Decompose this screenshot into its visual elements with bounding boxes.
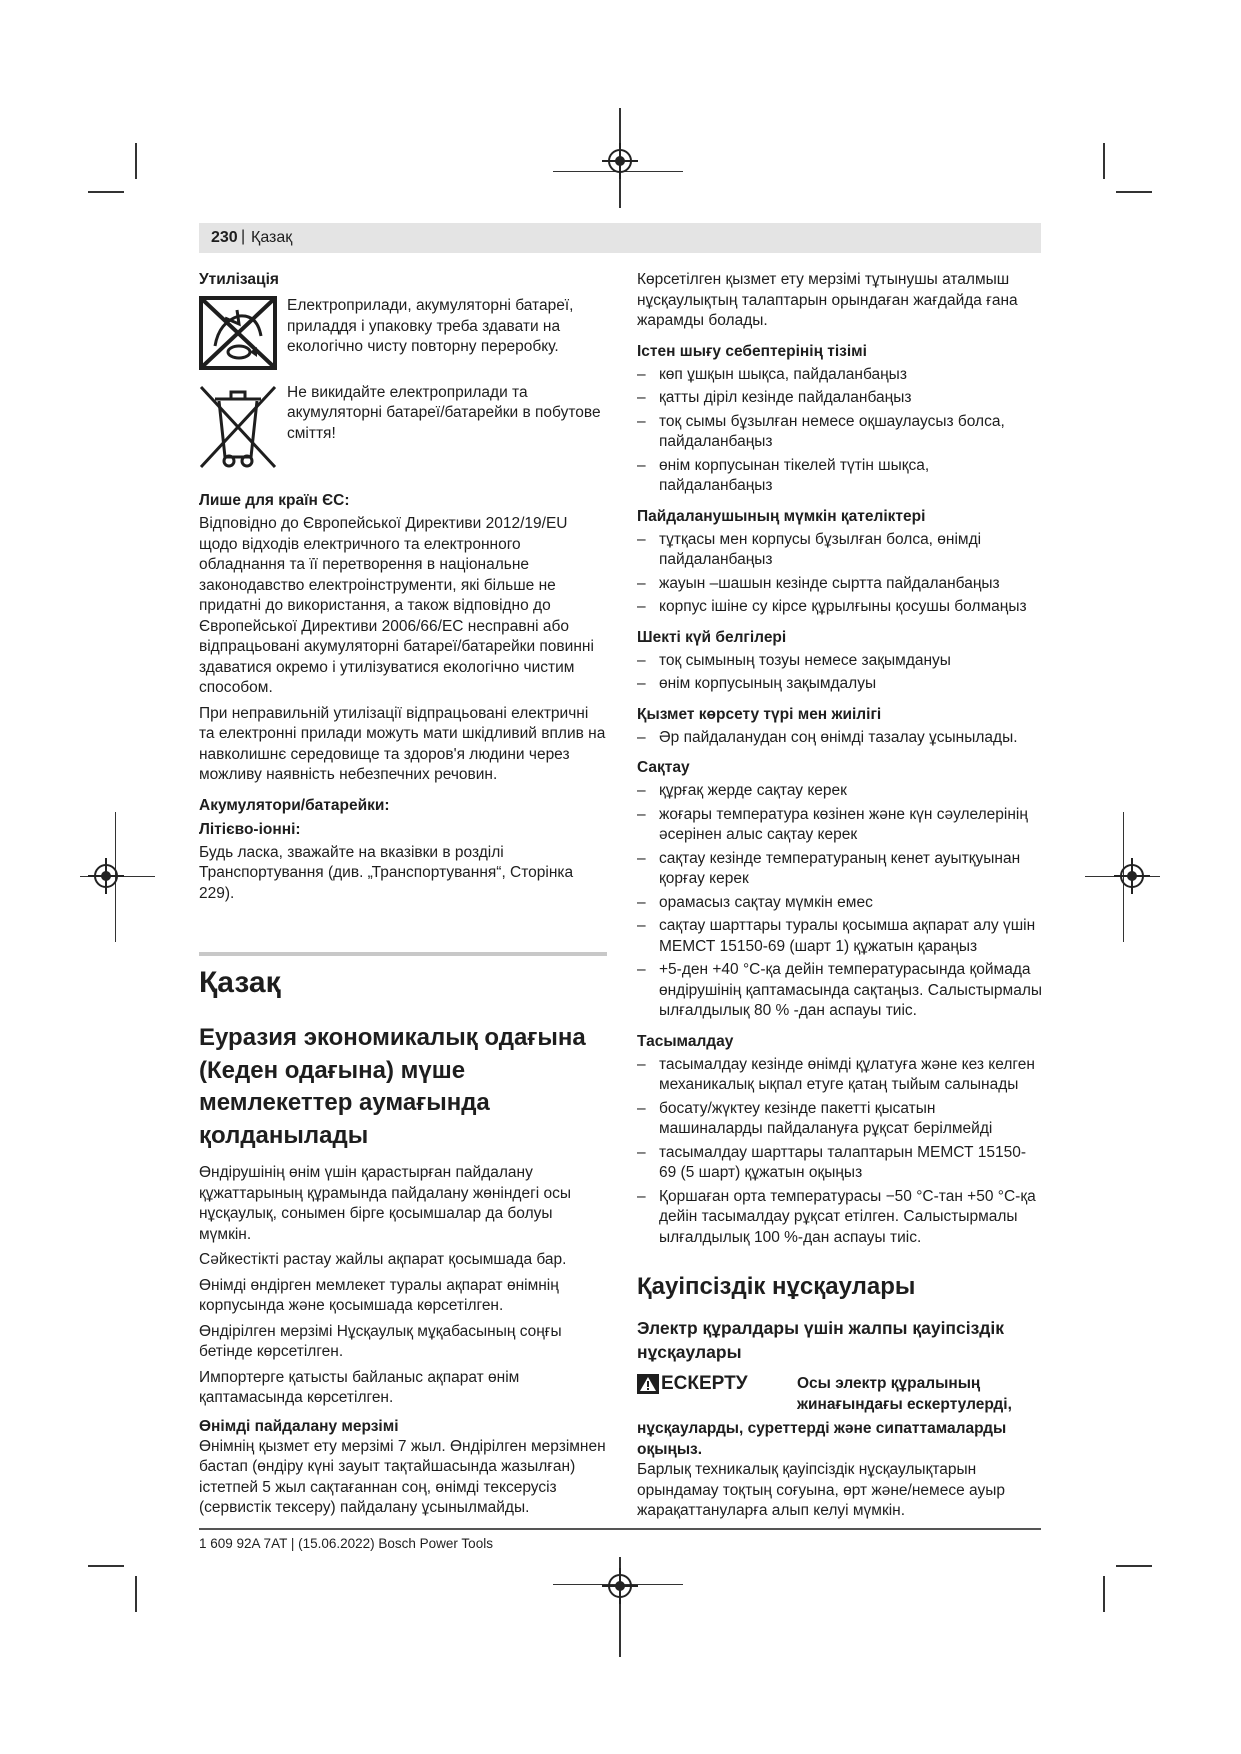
list-item: – тасымалдау шарттары талаптарын МЕМСТ 15150-69 (5 шарт) құжатын оқыңыз	[637, 1143, 1043, 1184]
right-column	[637, 270, 1043, 1527]
crossed-bin-icon	[199, 383, 279, 476]
safety-heading: Қауіпсіздік нұсқаулары	[637, 1273, 916, 1300]
eurasia-paragraph: Импортерге қатысты байланыс ақпарат өнім қаптамасында көрсетілген.	[199, 1368, 520, 1406]
disposal-item-text: Не викидайте електроприлади та акумуляторні батареї/батарейки в побутове сміття!	[287, 383, 601, 442]
section-heading: Тасымалдау	[637, 1032, 734, 1050]
registration-mark-icon	[94, 864, 118, 888]
warning-label: ЕСКЕРТУ	[661, 1373, 748, 1394]
header-separator: |	[241, 228, 246, 245]
registration-mark-icon	[608, 1574, 632, 1598]
crop-mark	[1116, 1565, 1152, 1567]
eurasia-paragraph: Өнімді өндірген мемлекет туралы ақпарат өнімнің корпусында және қосымшада көрсетілген.	[199, 1276, 559, 1314]
list-item: – көп ұшқын шықса, пайдаланбаңыз	[637, 365, 1043, 386]
lithium-heading: Літієво-іонні:	[199, 820, 301, 838]
bullet-list	[637, 728, 1043, 749]
bullet-list	[637, 530, 1043, 618]
crop-mark	[135, 1576, 137, 1612]
crop-mark	[1103, 1576, 1105, 1612]
list-item: – Қоршаған орта температурасы −50 °C-тан +50 °C-қа дейін тасымалдау рұқсат етілген. Салыстырмалы ылғалдылық 100 %-дан аспауы тиіс.	[637, 1187, 1043, 1249]
list-item: – қатты діріл кезінде пайдаланбаңыз	[637, 388, 1043, 409]
left-column-lower	[199, 1163, 607, 1524]
list-item: – сақтау кезінде температураның кенет ауытқуынан қорғау керек	[637, 849, 1043, 890]
bullet-list	[637, 781, 1043, 1022]
list-item: – орамасыз сақтау мүмкін емес	[637, 893, 1043, 914]
eurasia-heading: Еуразия экономикалық одағына (Кеден одағына) мүше мемлекеттер аумағында қолданылады	[199, 1024, 586, 1149]
crop-mark	[88, 191, 124, 193]
header-language: Қазақ	[251, 229, 293, 246]
section-divider	[199, 952, 607, 956]
safety-subheading: Электр құралдары үшін жалпы қауіпсіздік нұсқаулары	[637, 1318, 1005, 1362]
bullet-list	[637, 1055, 1043, 1249]
warning-badge	[637, 1374, 797, 1395]
bullet-list	[637, 365, 1043, 497]
eurasia-paragraph: Өндірілген мерзімі Нұсқаулық мұқабасының соңғы бетінде көрсетілген.	[199, 1322, 562, 1360]
eurasia-paragraph: Өндірушінің өнім үшін қарастырған пайдалану құжаттарының құрамында пайдалану жөніндегі осы нұсқаулық, сонымен бірге қосымшалар да болуы мүмкін.	[199, 1164, 571, 1243]
disposal-item	[199, 383, 607, 476]
crop-mark	[1116, 191, 1152, 193]
footer-rule	[199, 1528, 1041, 1530]
list-item: – өнім корпусының зақымдалуы	[637, 674, 1043, 695]
page-number: 230	[211, 229, 238, 246]
page-header	[199, 223, 1041, 253]
registration-mark-icon	[608, 149, 632, 173]
lifetime-heading: Өнімді пайдалану мерзімі	[199, 1417, 399, 1435]
list-item: – +5-ден +40 °C-қа дейін температурасында қоймада өндірушінің қаптамасында сақтаңыз. Салыстырмалы ылғалдылық 80 % -дан аспауы тиіс.	[637, 960, 1043, 1022]
crop-mark	[1103, 143, 1105, 179]
eu-heading: Лише для країн ЄС:	[199, 492, 350, 509]
disposal-item-text: Електроприлади, акумуляторні батареї, приладдя і упаковку треба здавати на екологічно чисту повторну переробку.	[287, 297, 574, 355]
eu-paragraph: Відповідно до Європейської Директиви 2012/19/EU щодо відходів електричного та електронного обладнання та її перетворення в національне законодавство електроінструменти, які більше не придатні до використання, а також відповідно до Європейської Директиви 2006/66/EC несправні або відпрацьовані акумуляторні батареї/батарейки повинні здаватися окремо і утилізуватися екологічно чистим способом.	[199, 515, 594, 696]
section-heading: Қызмет көрсету түрі мен жиілігі	[637, 705, 882, 723]
language-heading: Қазақ	[199, 966, 281, 999]
eurasia-paragraph: Сәйкестікті растау жайлы ақпарат қосымшада бар.	[199, 1251, 567, 1268]
battery-heading: Акумулятори/батарейки:	[199, 796, 390, 814]
disposal-heading: Утилізація	[199, 271, 279, 288]
section-heading: Шекті күй белгілері	[637, 628, 787, 646]
lithium-text: Будь ласка, зважайте на вказівки в розділі Транспортування (див. „Транспортування“, Сторінка 229).	[199, 843, 574, 902]
left-column	[199, 270, 607, 909]
list-item: – тоқ сымының тозуы немесе зақымдануы	[637, 651, 1043, 672]
list-item: – жауын –шашын кезінде сыртта пайдаланбаңыз	[637, 574, 1043, 595]
warning-triangle-icon	[637, 1374, 659, 1394]
crop-mark	[88, 1565, 124, 1567]
warning-text: Барлық техникалық қауіпсіздік нұсқаулықтарын орындамау тоқтың соғуына, өрт және/немесе ауыр жарақаттануларға алып келуі мүмкін.	[637, 1461, 1005, 1519]
section-heading: Істен шығу себептерінің тізімі	[637, 342, 867, 360]
recycle-crossed-icon	[199, 296, 279, 377]
lifetime-intro: Көрсетілген қызмет ету мерзімі тұтынушы аталмыш нұсқаулықтың талаптарын орындаған жағдайда ғана жарамды болады.	[637, 271, 1018, 329]
list-item: – жоғары температура көзінен және күн сәулелерінің әсерінен алыс сақтау керек	[637, 805, 1043, 846]
warning-block	[637, 1374, 1043, 1415]
list-item: – сақтау шарттары туралы қосымша ақпарат алу үшін МЕМСТ 15150-69 (шарт 1) құжатын қараңыз	[637, 916, 1043, 957]
section-heading: Сақтау	[637, 759, 690, 776]
footer-text: 1 609 92A 7AT | (15.06.2022) Bosch Power Tools	[199, 1536, 493, 1551]
lifetime-text: Өнімнің қызмет ету мерзімі 7 жыл. Өндірілген мерзімнен бастап (өндіру күні зауыт тақтайшасында жазылған) істетпей 5 жыл сақтағаннан соң, өнімді тексерусіз (сервистік тексеру) пайдалану ұсынылмайды.	[199, 1437, 606, 1516]
registration-mark-icon	[1120, 864, 1144, 888]
list-item: – босату/жүктеу кезінде пакетті қысатын машиналарды пайдалануға рұқсат берілмейді	[637, 1099, 1043, 1140]
list-item: – Әр пайдаланудан соң өнімді тазалау ұсынылады.	[637, 728, 1043, 749]
list-item: – тоқ сымы бұзылған немесе оқшаулаусыз болса, пайдаланбаңыз	[637, 412, 1043, 453]
list-item: – корпус ішіне су кірсе құрылғыны қосушы болмаңыз	[637, 597, 1043, 618]
list-item: – өнім корпусынан тікелей түтін шықса, пайдаланбаңыз	[637, 456, 1043, 497]
eu-paragraph: При неправильній утилізації відпрацьовані електричні та електронні прилади можуть мати шкідливий вплив на навколишнє середовище та здоров'я людини через можливу наявність небезпечних речовин.	[199, 704, 606, 783]
crop-mark	[135, 143, 137, 179]
list-item: – тасымалдау кезінде өнімді құлатуға және кез келген механикалық ықпал етуге қатаң тыйым салынады	[637, 1055, 1043, 1096]
warning-bold-text: Осы электр құралының жинағындағы ескертулерді,	[797, 1375, 1012, 1413]
warning-bold-text: нұсқауларды, суреттерді және сипаттамаларды оқыңыз.	[637, 1420, 1007, 1458]
disposal-item	[199, 296, 607, 377]
list-item: – құрғақ жерде сақтау керек	[637, 781, 1043, 802]
section-heading: Пайдаланушының мүмкін қателіктері	[637, 507, 926, 525]
bullet-list	[637, 651, 1043, 695]
list-item: – тұтқасы мен корпусы бұзылған болса, өнімді пайдаланбаңыз	[637, 530, 1043, 571]
